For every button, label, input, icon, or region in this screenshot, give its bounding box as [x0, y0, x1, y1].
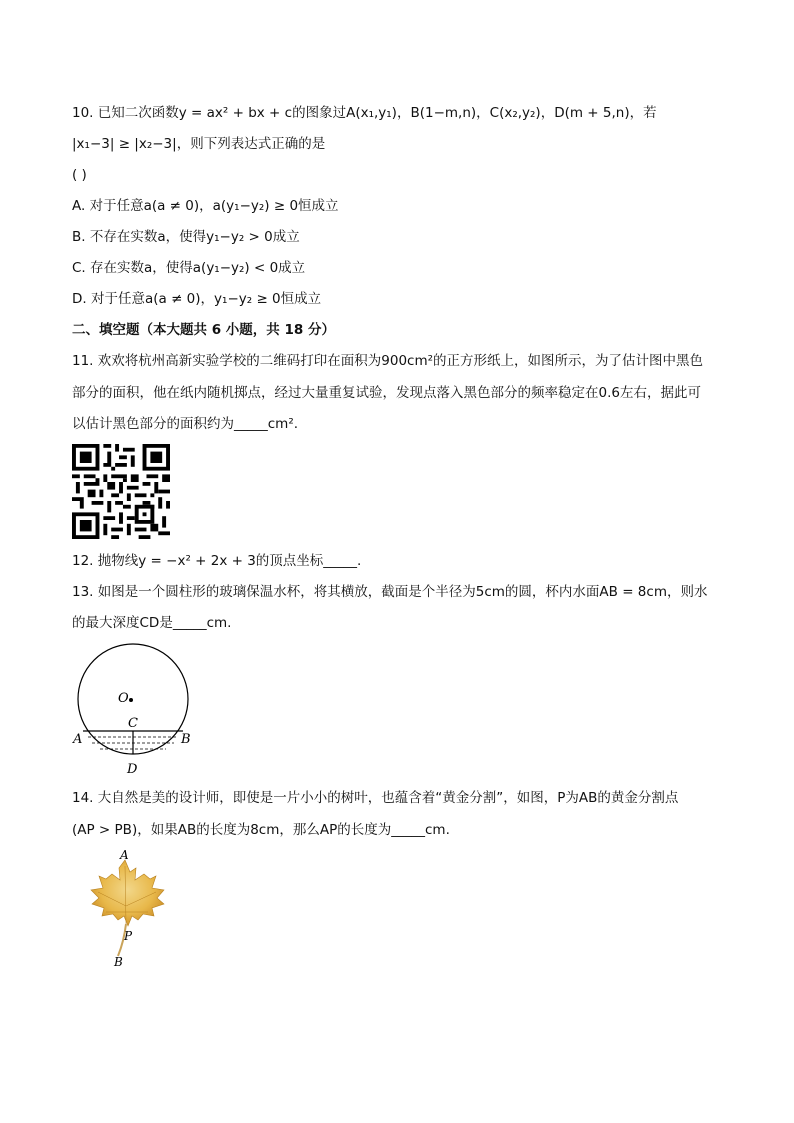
q13-stem-line2: 的最大深度CD是_____cm. [72, 615, 232, 631]
q11-stem-line2: 部分的面积，他在纸内随机掷点，经过大量重复试验，发现点落入黑色部分的频率稳定在0.6左右，据此可 [72, 385, 701, 401]
q11-stem-line3: 以估计黑色部分的面积约为_____cm². [72, 416, 299, 432]
q10-stem-line1: 10. 已知二次函数y = ax² + bx + c的图象过A(x₁,y₁)，B(1−m,n)，C(x₂,y₂)，D(m + 5,n)，若 [72, 105, 657, 121]
label-d: D [127, 762, 138, 777]
label-a: A [73, 732, 83, 747]
label-a: A [120, 848, 129, 862]
label-c: C [128, 716, 138, 731]
water-cup-cross-section-figure [64, 655, 204, 780]
q12-stem: 12. 抛物线y = −x² + 2x + 3的顶点坐标_____. [72, 553, 362, 569]
section-fill-in-heading: 二、填空题（本大题共 6 小题，共 18 分） [72, 322, 335, 338]
label-p: P [124, 929, 133, 943]
maple-leaf-icon [91, 860, 164, 926]
q10-option-a: A. 对于任意a(a ≠ 0)，a(y₁−y₂) ≥ 0恒成立 [72, 198, 339, 214]
q10-answer-parentheses: ( ) [72, 167, 87, 183]
label-o: O [118, 691, 129, 706]
q14-stem-line1: 14. 大自然是美的设计师，即使是一片小小的树叶，也蕴含着“黄金分割”，如图，P为AB的黄金分割点 [72, 790, 679, 806]
q10-option-b: B. 不存在实数a，使得y₁−y₂ > 0成立 [72, 229, 300, 245]
maple-leaf-figure [80, 846, 180, 971]
q13-stem-line1: 13. 如图是一个圆柱形的玻璃保温水杯，将其横放，截面是个半径为5cm的圆，杯内水面AB = 8cm，则水 [72, 584, 708, 600]
center-point-o [129, 698, 133, 702]
q10-option-d: D. 对于任意a(a ≠ 0)，y₁−y₂ ≥ 0恒成立 [72, 291, 322, 307]
qr-code-figure [72, 444, 170, 539]
label-b: B [181, 732, 191, 747]
label-b: B [114, 955, 123, 969]
q14-stem-line2: (AP > PB)，如果AB的长度为8cm，那么AP的长度为_____cm. [72, 822, 450, 838]
q10-option-c: C. 存在实数a，使得a(y₁−y₂) < 0成立 [72, 260, 306, 276]
q11-stem-line1: 11. 欢欢将杭州高新实验学校的二维码打印在面积为900cm²的正方形纸上，如图所示，为了估计图中黑色 [72, 353, 704, 369]
q10-stem-line2: |x₁−3| ≥ |x₂−3|，则下列表达式正确的是 [72, 136, 326, 152]
